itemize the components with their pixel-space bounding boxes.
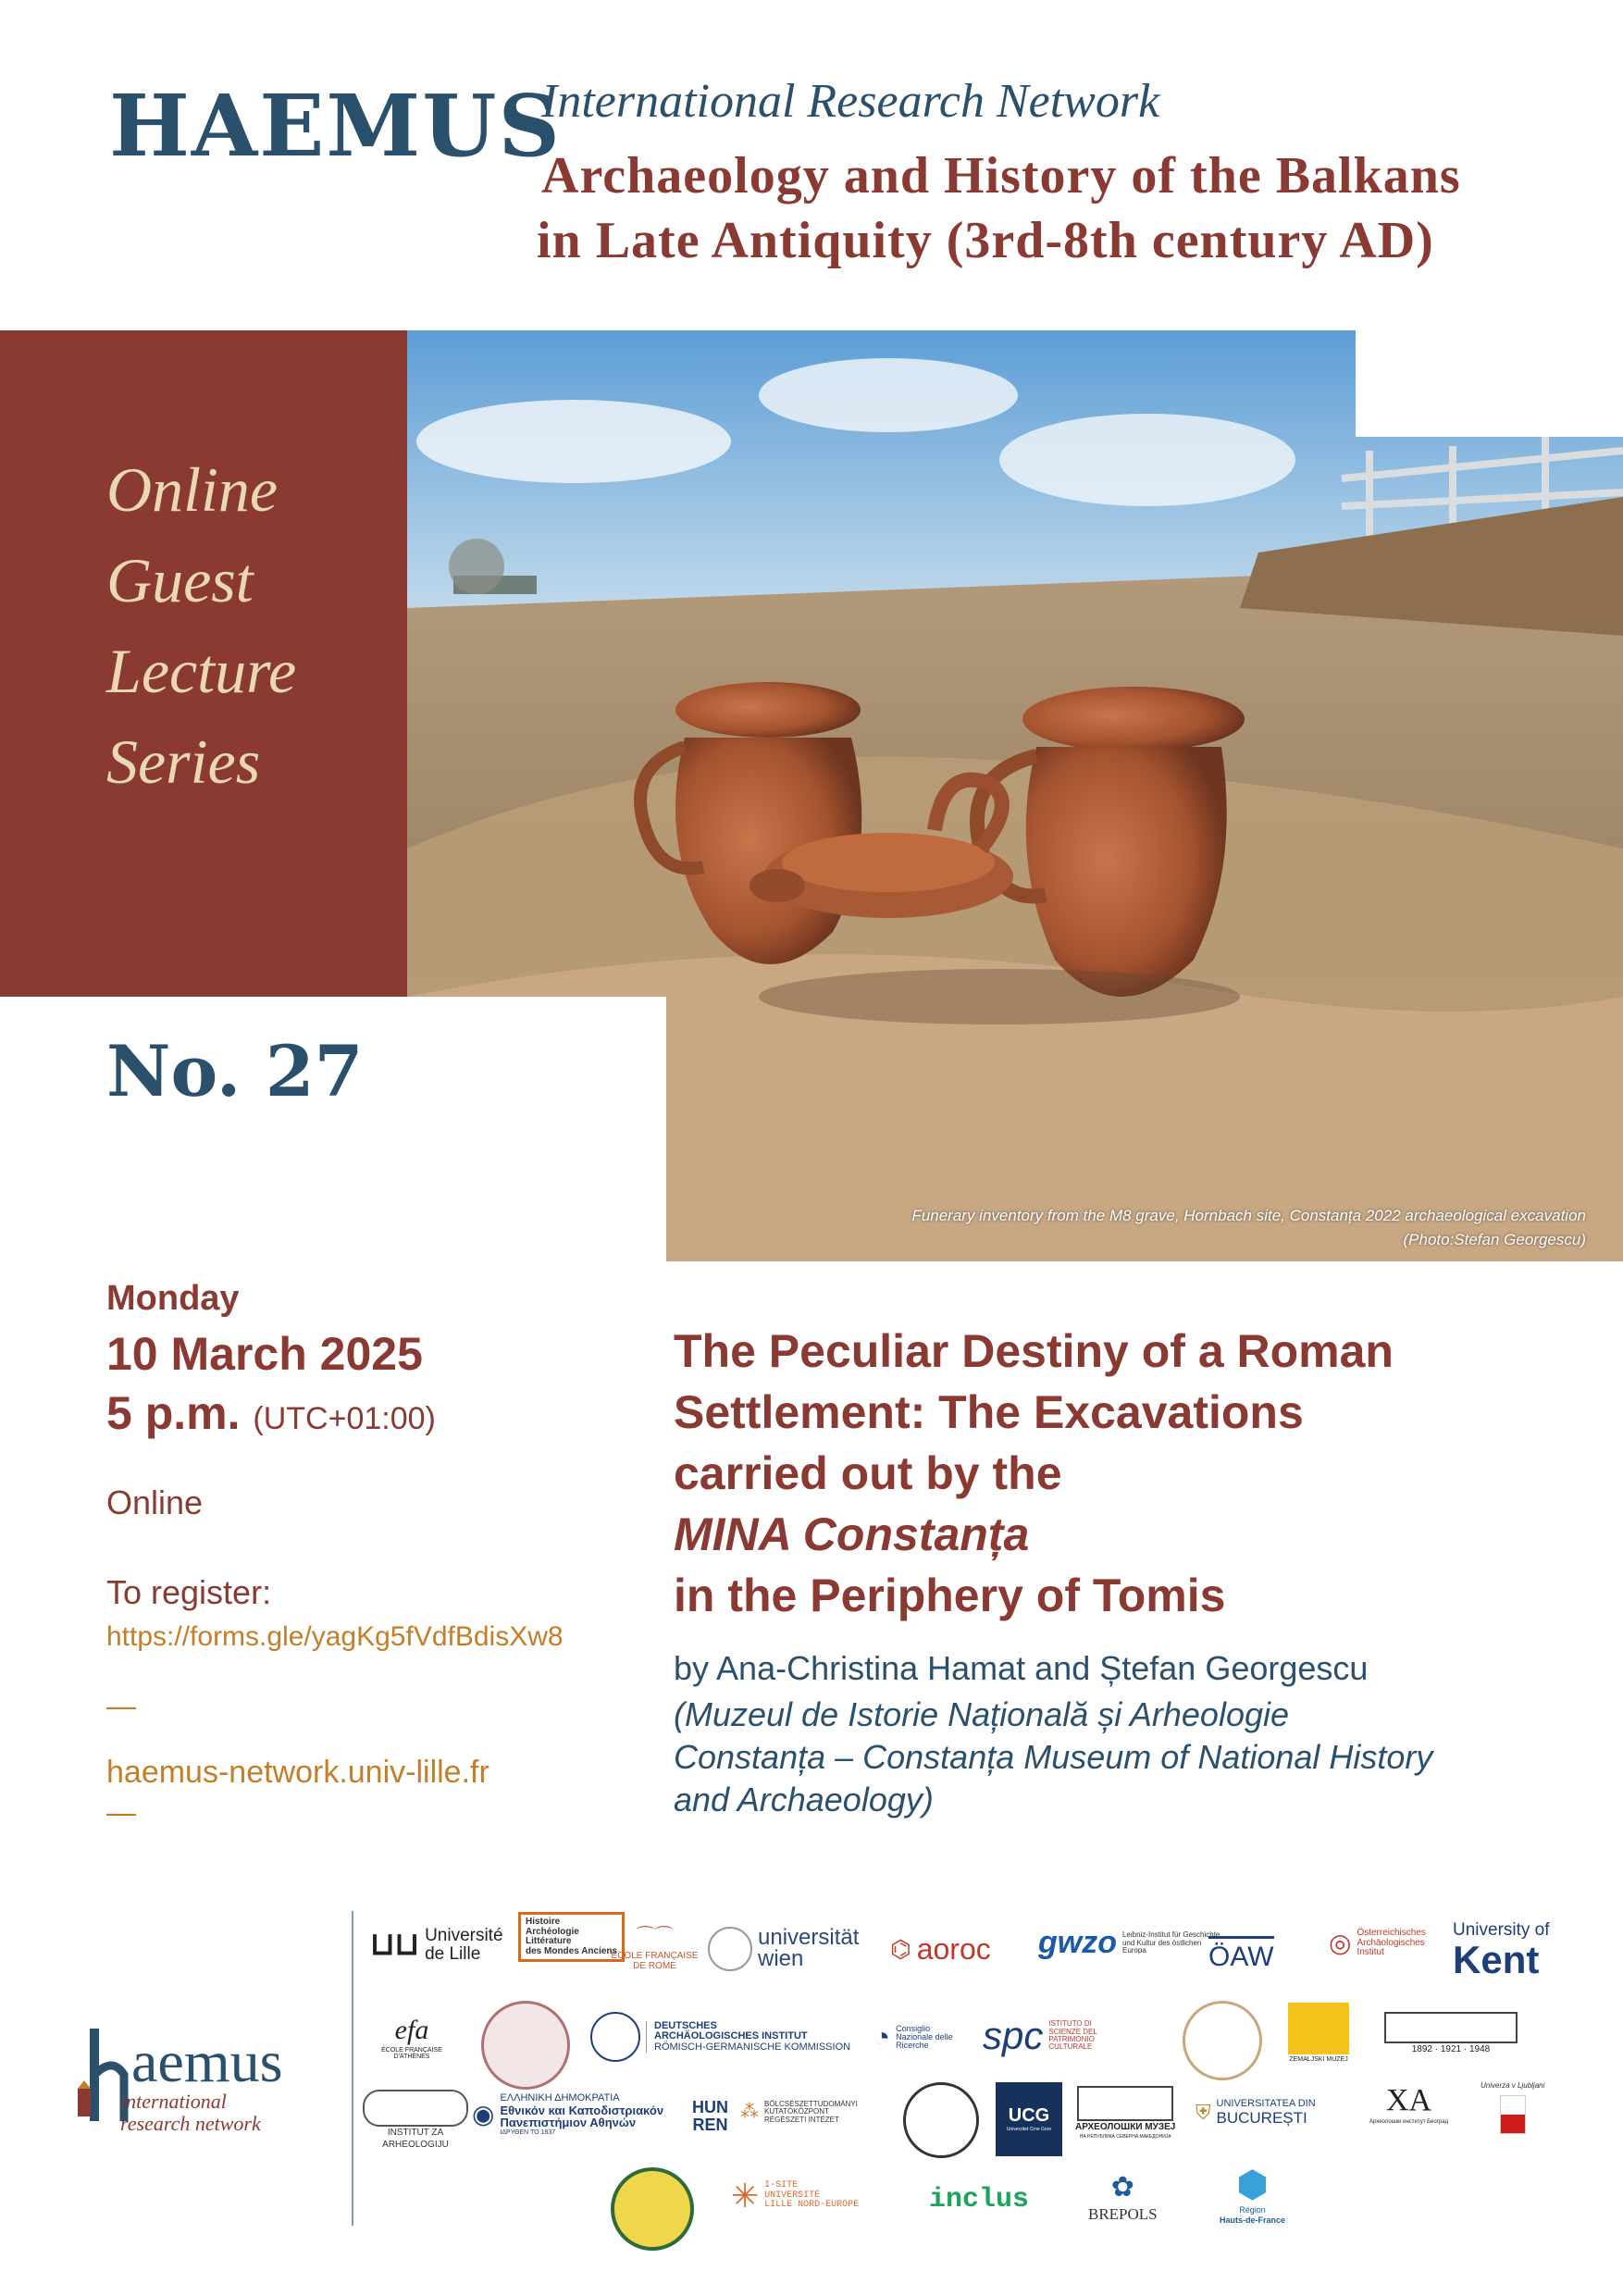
logo-ispc <box>983 2016 1115 2056</box>
divider-dash: — <box>106 1689 136 1722</box>
logo-text: University of <box>1453 1920 1550 1940</box>
logo-round-seal-2 <box>903 2082 979 2158</box>
logo-text: НА РЕПУБЛИКА СЕВЕРНА МАКЕДОНИЈА <box>1079 2133 1171 2140</box>
footer-divider <box>352 1911 353 2226</box>
efrome-arch-icon: ⌒⌒ <box>636 1926 674 1946</box>
dai-seal-icon <box>590 2012 640 2062</box>
region-map-icon: ⬢ <box>1236 2165 1269 2205</box>
logo-text: I-SITE <box>764 2180 799 2191</box>
affiliation-line: and Archaeology) <box>674 1781 934 1818</box>
museum-seal-icon <box>1183 2001 1262 2080</box>
museum-facade-icon <box>1077 2086 1173 2121</box>
logo-text: aoroc <box>916 1932 991 1966</box>
lecture-title <box>674 1321 1562 1626</box>
speaker-affiliation <box>674 1694 1562 1821</box>
sunburst-icon: ✳ <box>731 2177 760 2215</box>
logo-text: LILLE NORD-EUROPE <box>764 2200 860 2211</box>
logo-text: des Mondes Anciens <box>526 1945 618 1956</box>
event-time <box>106 1386 436 1440</box>
lecture-title-text: carried out by the <box>674 1447 1062 1499</box>
logo-brepols <box>1088 2173 1158 2222</box>
register-label: To register: <box>106 1573 272 1611</box>
logo-text: Univerza v Ljubljani <box>1481 2081 1545 2090</box>
logo-inclus <box>929 2186 1029 2215</box>
brepols-mark-icon: ✿ <box>1110 2172 1134 2203</box>
series-line: Online <box>106 454 279 525</box>
series-line: Series <box>106 726 261 797</box>
lecture-title-line: in the Periphery of Tomis <box>674 1570 1226 1621</box>
logo-text: ΙΔΡΥΘΕΝ ΤΟ 1837 <box>500 2128 556 2136</box>
event-timezone: (UTC+01:00) <box>253 1401 436 1436</box>
istanbul-seal-icon <box>611 2167 694 2251</box>
logo-text: Consiglio Nazionale delle Ricerche <box>896 2023 953 2051</box>
logo-text: ZEMALJSKI MUZEJ <box>1289 2056 1348 2063</box>
logo-museum-building <box>1384 2012 1518 2055</box>
lecture-title-line: The Peculiar Destiny of a Roman <box>674 1325 1394 1377</box>
logo-text: spc <box>983 2014 1044 2057</box>
logo-text: gwzo <box>1038 1925 1117 1960</box>
logo-text: efa <box>394 2015 429 2045</box>
logo-text: BÖLCSÉSZETTUDOMÁNYI <box>764 2100 858 2108</box>
logo-text: UNIVERSITATEA DIN <box>1216 2098 1316 2109</box>
aoroc-mark-icon: ⌬ <box>890 1935 911 1964</box>
event-time-value: 5 p.m. <box>106 1387 241 1439</box>
logo-text: Kent <box>1453 1937 1540 1981</box>
logo-arh-muzej <box>1075 2086 1175 2140</box>
logo-aoroc <box>890 1934 991 1966</box>
logo-text: BREPOLS <box>1088 2204 1158 2223</box>
logo-halma <box>518 1912 625 1962</box>
network-brand: HAEMUS <box>109 76 562 176</box>
logo-text: UNIVERSITÉ <box>764 2190 821 2201</box>
network-title-line1: Archaeology and History of the Balkans <box>541 147 1461 205</box>
logo-text: UCG <box>1008 2104 1050 2126</box>
photo-caption: Funerary inventory from the M8 grave, Hornbach site, Constanța 2022 archaeological excavation <box>911 1207 1586 1224</box>
event-mode: Online <box>106 1483 204 1521</box>
logo-text: Littérature <box>526 1936 572 1946</box>
logo-text: ARHEOLOGIJU <box>382 2139 449 2150</box>
event-day: Monday <box>106 1279 240 1318</box>
logo-text: ΕΛΛΗΝΙΚΗ ΔΗΜΟΚΡΑΤΙΑ <box>500 2092 620 2104</box>
haemus-logo-sub: international <box>120 2090 227 2113</box>
logo-text: ARCHÄOLOGISCHES INSTITUT <box>654 2030 808 2042</box>
haemus-logo-sub: research network <box>120 2112 261 2135</box>
university-seal-icon <box>481 2001 570 2090</box>
univie-seal-icon <box>708 1927 752 1971</box>
logo-text: Hauts-de-France <box>1220 2215 1286 2226</box>
building-icon <box>1384 2012 1518 2043</box>
logo-text: Université de Lille <box>425 1926 503 1964</box>
logo-text: BUCUREȘTI <box>1216 2108 1307 2127</box>
seal-icon <box>903 2082 979 2158</box>
network-subtitle: International Research Network <box>541 75 1160 128</box>
logo-text: Histoire <box>526 1917 561 1927</box>
network-title-line2: in Late Antiquity (3rd-8th century AD) <box>537 212 1434 269</box>
logo-text: INSTITUT ZA <box>387 2128 444 2138</box>
zemaljski-mark-icon <box>1288 2003 1349 2054</box>
logo-round-seal <box>1183 2001 1262 2080</box>
logo-text: Πανεπιστήμιον Αθηνών <box>500 2116 637 2130</box>
logo-text: universität wien <box>758 1925 860 1971</box>
logo-text: DEUTSCHES <box>654 2019 717 2031</box>
logo-univie <box>708 1927 869 1971</box>
logo-cnr <box>873 2023 955 2053</box>
crest-icon: ⛨ <box>1196 2101 1211 2125</box>
logo-oai <box>1329 1929 1440 1958</box>
logo-universite-lille <box>370 1927 527 1964</box>
logo-ucg <box>996 2082 1062 2156</box>
logo-efrome <box>611 1927 699 1971</box>
divider-dash: — <box>106 1795 136 1829</box>
ljubljana-flag-icon <box>1500 2095 1526 2134</box>
logo-text: ÉCOLE FRANÇAISE D'ATHÈNES <box>381 2046 442 2060</box>
logo-text: Leibniz-Institut für Geschichte und Kultur des östlichen Europa <box>1121 1930 1220 1955</box>
logo-ljubljana <box>1481 2082 1544 2134</box>
knot-icon <box>363 2090 468 2127</box>
excavation-photo <box>407 330 1623 1261</box>
logo-seal <box>481 2001 570 2090</box>
lille-mark-icon: ⊔⊔ <box>370 1927 420 1963</box>
logo-region-hdf <box>1220 2166 1285 2226</box>
logo-text: Univerzitet Crne Gore <box>1006 2126 1052 2132</box>
lecture-title-line: Settlement: The Excavations <box>674 1386 1304 1438</box>
register-link[interactable]: https://forms.gle/yagKg5fVdfBdisXw8 <box>106 1621 564 1652</box>
logo-dai <box>590 2012 850 2062</box>
lecture-speakers: by Ana-Christina Hamat and Ștefan Georgescu <box>674 1649 1369 1687</box>
logo-btk <box>740 2101 858 2124</box>
series-line: Lecture <box>106 636 297 706</box>
logo-gwzo <box>1038 1927 1224 1960</box>
logo-ai-beograd <box>1369 2084 1448 2125</box>
logo-text: Εθνικόν και Καποδιστριακόν <box>500 2103 664 2117</box>
ai-monogram-icon: ΧΑ <box>1385 2083 1432 2117</box>
athena-icon: ◉ <box>472 2100 495 2129</box>
logo-text: 1892 · 1921 · 1948 <box>1411 2044 1491 2054</box>
series-line: Guest <box>106 545 254 615</box>
cnr-mark-icon: ◔ <box>873 2022 891 2053</box>
logo-text: АРХЕОЛОШКИ МУЗЕЈ <box>1075 2122 1176 2132</box>
logo-bucuresti <box>1196 2099 1316 2126</box>
logo-text: Археолошки институт Београд <box>1369 2118 1449 2125</box>
logo-zemaljski <box>1288 2003 1349 2063</box>
logo-text: ÉCOLE FRANÇAISE DE ROME <box>611 1951 699 1971</box>
event-date: 10 March 2025 <box>106 1328 423 1380</box>
logo-text: KUTATÓKÖZPONT <box>764 2107 829 2116</box>
logo-text: Archéologie <box>526 1926 579 1937</box>
photo-credit: (Photo:Stefan Georgescu) <box>1403 1231 1586 1248</box>
lecture-number: No. 27 <box>106 1030 364 1112</box>
haemus-logo-word: aemus <box>131 2029 283 2094</box>
logo-text: ISTITUTO DI SCIENZE DEL PATRIMONIO CULTURALE <box>1048 2019 1097 2052</box>
lecture-title-line <box>674 1443 1562 1565</box>
logo-oaw <box>1208 1936 1274 1972</box>
affiliation-line: Constanța – Constanța Museum of National History <box>674 1738 1433 1776</box>
btk-mark-icon: ⁂ <box>740 2102 759 2123</box>
logo-text: Région <box>1239 2205 1266 2215</box>
logo-text: Österreichisches Archäologisches Institut <box>1357 1928 1426 1957</box>
logo-hun-ren <box>692 2099 728 2134</box>
logo-text: ÖAW <box>1208 1936 1274 1972</box>
affiliation-line: (Muzeul de Istorie Națională și Arheologie <box>674 1695 1290 1733</box>
logo-text: HUN <box>692 2098 728 2116</box>
logo-iza <box>363 2090 468 2150</box>
logo-text: inclus <box>929 2184 1030 2215</box>
website-link[interactable]: haemus-network.univ-lille.fr <box>106 1755 489 1790</box>
logo-athens <box>472 2093 663 2136</box>
lecture-title-italic: MINA Constanța <box>674 1508 1030 1560</box>
logo-text: RÖMISCH-GERMANISCHE KOMMISSION <box>654 2041 851 2053</box>
logo-istanbul <box>611 2167 694 2251</box>
logo-kent <box>1453 1921 1550 1980</box>
logo-ulne <box>731 2178 859 2214</box>
logo-text: RÉGÉSZETI INTÉZET <box>764 2115 839 2124</box>
logo-efa <box>370 2016 453 2060</box>
oai-seal-icon: ◎ <box>1329 1929 1352 1958</box>
logo-text: REN <box>692 2115 728 2134</box>
series-title <box>106 444 296 807</box>
